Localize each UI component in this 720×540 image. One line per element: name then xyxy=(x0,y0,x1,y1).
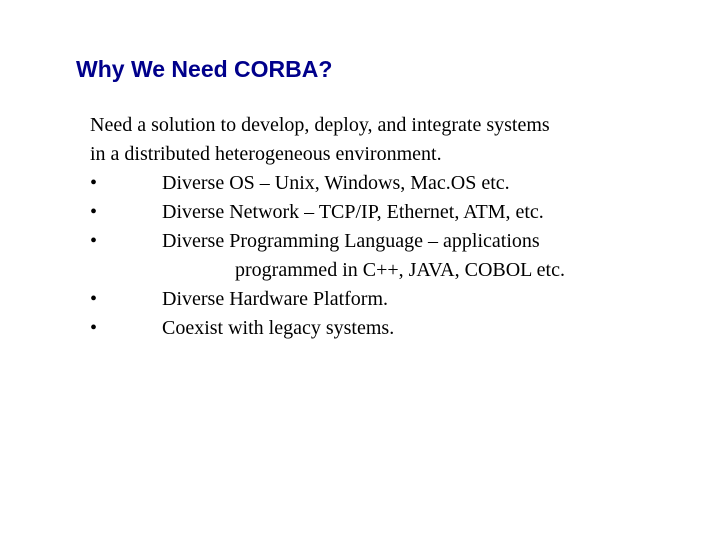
bullet-item-network xyxy=(90,198,710,227)
bullet-item-os xyxy=(90,169,710,198)
bullet-text: Diverse Programming Language – applications xyxy=(162,230,540,252)
bullet-icon: • xyxy=(90,201,98,223)
slide-body xyxy=(90,111,710,343)
bullet-text: Coexist with legacy systems. xyxy=(162,317,395,339)
bullet-icon: • xyxy=(90,317,98,339)
intro-line-1: Need a solution to develop, deploy, and integrate systems xyxy=(90,114,550,136)
bullet-icon: • xyxy=(90,230,98,252)
intro-line-2: in a distributed heterogeneous environment. xyxy=(90,143,442,165)
bullet-text: Diverse Hardware Platform. xyxy=(162,288,389,310)
bullet-text: Diverse OS – Unix, Windows, Mac.OS etc. xyxy=(162,172,510,194)
bullet-item-legacy xyxy=(90,314,710,343)
bullet-item-language xyxy=(90,227,710,256)
bullet-item-hardware xyxy=(90,285,710,314)
bullet-text: Diverse Network – TCP/IP, Ethernet, ATM, etc. xyxy=(162,201,544,223)
bullet-icon: • xyxy=(90,288,98,310)
slide-title: Why We Need CORBA? xyxy=(76,56,333,82)
bullet-continuation: programmed in C++, JAVA, COBOL etc. xyxy=(235,259,565,281)
bullet-icon: • xyxy=(90,172,98,194)
